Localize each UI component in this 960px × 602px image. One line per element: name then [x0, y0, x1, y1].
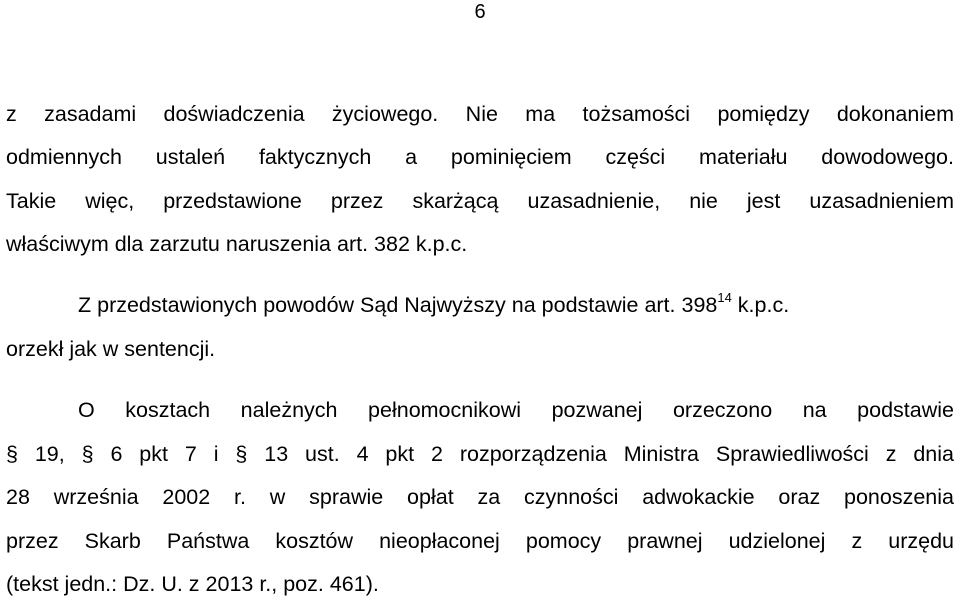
superscript: 14: [717, 289, 732, 305]
text-line: [78, 291, 789, 319]
text-line: z zasadami doświadczenia życiowego. Nie ma tożsamości pomiędzy dokonaniem: [6, 102, 954, 126]
text-line: (tekst jedn.: Dz. U. z 2013 r., poz. 461).: [6, 572, 379, 596]
text-line: O kosztach należnych pełnomocnikowi pozwanej orzeczono na podstawie: [78, 398, 954, 422]
page-number: 6: [474, 1, 486, 23]
text-fragment: k.p.c.: [731, 293, 790, 317]
text-fragment: Z przedstawionych powodów Sąd Najwyższy na podstawie art. 398: [78, 293, 718, 317]
text-line: § 19, § 6 pkt 7 i § 13 ust. 4 pkt 2 rozporządzenia Ministra Sprawiedliwości z dnia: [6, 442, 954, 466]
text-line: przez Skarb Państwa kosztów nieopłaconej pomocy prawnej udzielonej z urzędu: [6, 529, 954, 553]
text-line: odmiennych ustaleń faktycznych a pominięciem części materiału dowodowego.: [6, 145, 954, 169]
text-line: właściwym dla zarzutu naruszenia art. 382 k.p.c.: [6, 232, 468, 256]
text-line: orzekł jak w sentencji.: [6, 337, 216, 361]
text-line: Takie więc, przedstawione przez skarżącą uzasadnienie, nie jest uzasadnieniem: [6, 189, 954, 213]
text-line: 28 września 2002 r. w sprawie opłat za czynności adwokackie oraz ponoszenia: [6, 485, 954, 509]
